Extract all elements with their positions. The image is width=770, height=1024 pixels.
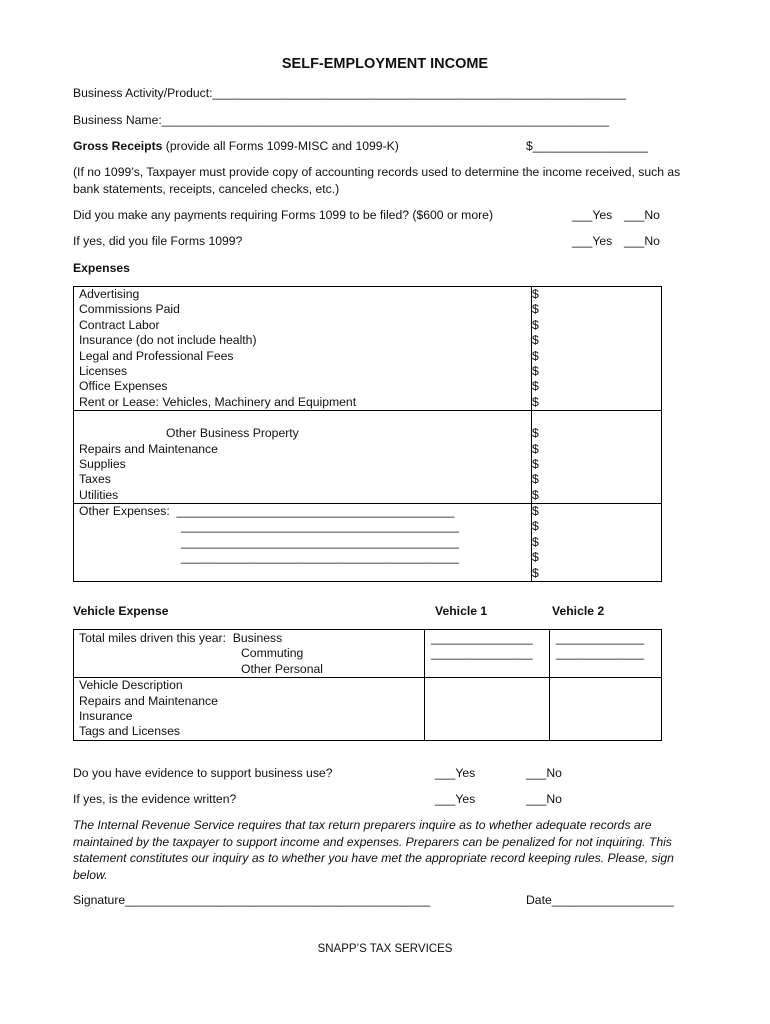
dollar-sign[interactable]: $ [532, 550, 539, 565]
vehicle-2-heading: Vehicle 2 [552, 604, 605, 618]
miles-commuting-label: Commuting [241, 646, 304, 661]
expense-label: Legal and Professional Fees [79, 348, 234, 363]
expense-label: Repairs and Maintenance [79, 441, 218, 456]
written-no-option[interactable]: ___No [526, 792, 562, 806]
other-expenses-line[interactable]: _________________________________________ [181, 534, 459, 549]
payments-question: Did you make any payments requiring Forms 1099 to be filed? ($600 or more) [73, 208, 493, 222]
footer-company: SNAPP’S TAX SERVICES [317, 943, 453, 955]
evidence-yes-option[interactable]: ___Yes [435, 766, 476, 780]
evidence-no-option[interactable]: ___No [526, 766, 562, 780]
expense-label: Office Expenses [79, 379, 168, 394]
dollar-sign[interactable]: $ [532, 317, 539, 332]
dollar-sign[interactable]: $ [532, 348, 539, 363]
expenses-group-2 [74, 411, 532, 504]
miles-blank[interactable]: _____________ [556, 646, 645, 661]
dollar-sign[interactable]: $ [532, 363, 539, 378]
filed-no-option[interactable]: ___No [624, 234, 660, 248]
expense-label: Other Business Property [166, 426, 299, 441]
page-title: SELF-EMPLOYMENT INCOME [281, 56, 489, 72]
dollar-sign[interactable]: $ [532, 426, 539, 441]
expense-amounts-3[interactable] [532, 504, 662, 582]
other-expenses-line[interactable]: _________________________________________ [181, 519, 459, 534]
miles-blank[interactable]: _____________ [556, 631, 645, 645]
vehicle-row-label: Tags and Licenses [79, 724, 180, 739]
vehicle-1-miles[interactable] [425, 630, 550, 678]
gross-receipts-title: Gross Receipts [73, 139, 163, 153]
miles-business-label: Total miles driven this year: Business [79, 631, 283, 645]
other-expenses-line[interactable]: Other Expenses: _________________________________________ [79, 504, 455, 519]
vehicle-table [73, 629, 662, 741]
expense-label: Supplies [79, 456, 126, 471]
dollar-sign[interactable]: $ [532, 504, 539, 519]
expense-label: Commissions Paid [79, 302, 180, 317]
business-activity-field[interactable]: Business Activity/Product:_____________________________________________________________ [73, 86, 627, 100]
expense-label: Contract Labor [79, 317, 160, 332]
other-expenses-line[interactable]: _________________________________________ [181, 550, 459, 565]
payments-no-option[interactable]: ___No [624, 208, 660, 222]
miles-blank[interactable]: _______________ [431, 631, 533, 645]
vehicle-1-heading: Vehicle 1 [435, 604, 488, 618]
dollar-sign[interactable]: $ [532, 333, 539, 348]
no-1099-note: (If no 1099’s, Taxpayer must provide copy of accounting records used to determine the income received, such as bank statements, receipts, canceled checks, etc.) [73, 165, 681, 196]
vehicle-heading: Vehicle Expense [73, 604, 169, 618]
expenses-group-1 [74, 287, 532, 411]
vehicle-row-label: Vehicle Description [79, 678, 183, 693]
dollar-sign[interactable]: $ [532, 302, 539, 317]
expenses-heading: Expenses [73, 261, 130, 275]
filed-yes-option[interactable]: ___Yes [572, 234, 613, 248]
expenses-table [73, 286, 662, 582]
vehicle-row-label: Repairs and Maintenance [79, 693, 218, 708]
miles-personal-label: Other Personal [241, 661, 323, 676]
vehicle-2-miles[interactable] [550, 630, 662, 678]
gross-receipts-label [73, 139, 399, 153]
vehicle-row-label: Insurance [79, 708, 133, 723]
expense-label: Licenses [79, 363, 128, 378]
signature-field[interactable]: Signature_____________________________________________ [73, 893, 431, 907]
expense-amounts-2[interactable] [532, 411, 662, 504]
dollar-sign[interactable]: $ [532, 519, 539, 534]
business-name-field[interactable]: Business Name:__________________________________________________________________ [73, 113, 610, 127]
expense-label: Taxes [79, 472, 111, 487]
gross-receipts-note: (provide all Forms 1099-MISC and 1099-K) [162, 139, 399, 153]
dollar-sign[interactable]: $ [532, 394, 539, 409]
filed-question: If yes, did you file Forms 1099? [73, 234, 243, 248]
miles-cell [74, 630, 425, 678]
expense-label: Advertising [79, 287, 140, 301]
date-field[interactable]: Date__________________ [526, 893, 674, 907]
dollar-sign[interactable]: $ [532, 456, 539, 471]
expense-amounts-1[interactable] [532, 287, 662, 411]
evidence-question: Do you have evidence to support business use? [73, 766, 333, 780]
dollar-sign[interactable]: $ [532, 565, 539, 580]
dollar-sign[interactable]: $ [532, 487, 539, 502]
expense-label: Insurance (do not include health) [79, 333, 257, 348]
gross-receipts-amount-field[interactable]: $_________________ [526, 139, 649, 153]
vehicle-1-details[interactable] [425, 678, 550, 741]
dollar-sign[interactable]: $ [532, 287, 539, 301]
expense-label: Rent or Lease: Vehicles, Machinery and Equipment [79, 394, 357, 409]
dollar-sign[interactable]: $ [532, 379, 539, 394]
payments-yes-option[interactable]: ___Yes [572, 208, 613, 222]
vehicle-rows-cell [74, 678, 425, 741]
expense-label: Utilities [79, 487, 119, 502]
written-question: If yes, is the evidence written? [73, 792, 237, 806]
dollar-sign[interactable]: $ [532, 441, 539, 456]
vehicle-2-details[interactable] [550, 678, 662, 741]
miles-blank[interactable]: _______________ [431, 646, 533, 661]
irs-statement: The Internal Revenue Service requires that tax return preparers inquire as to whether adequate records are maintained by the taxpayer to support income and expenses. Preparers can be penalized for not inquiring. This statement constitutes our inquiry as to whether you have met the appropriate record keeping rules. Please, sign below. [73, 818, 674, 882]
written-yes-option[interactable]: ___Yes [435, 792, 476, 806]
other-expenses-group [74, 504, 532, 582]
dollar-sign[interactable]: $ [532, 534, 539, 549]
dollar-sign[interactable]: $ [532, 472, 539, 487]
